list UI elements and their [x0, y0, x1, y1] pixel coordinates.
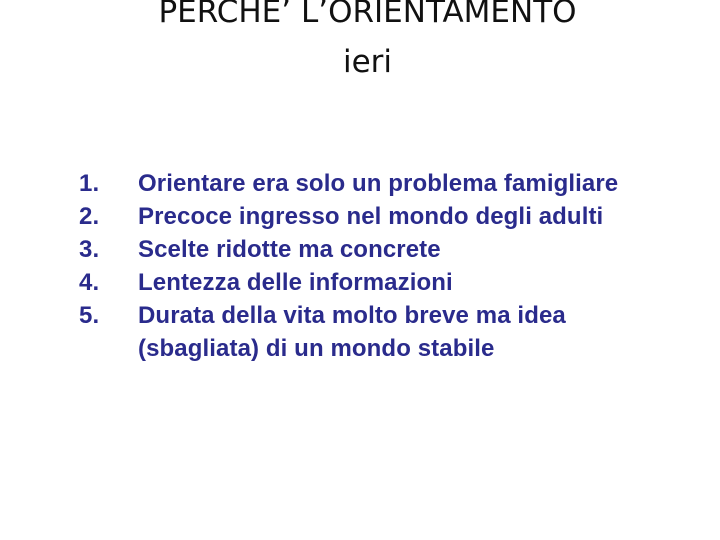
slide-title-line-1: PERCHE’ L’ORIENTAMENTO: [158, 0, 577, 30]
list-item-text: Precoce ingresso nel mondo degli adulti: [138, 203, 604, 230]
list-item-3: [79, 233, 679, 266]
list-item-text: Lentezza delle informazioni: [138, 269, 453, 296]
list-item-4: [79, 266, 679, 299]
list-item-number: 4.: [79, 269, 100, 296]
list-item-2: [79, 200, 679, 233]
list-item-number: 5.: [79, 302, 100, 329]
numbered-list: [79, 167, 679, 365]
list-item-number: 3.: [79, 236, 100, 263]
list-item-text: Durata della vita molto breve ma idea (sbagliata) di un mondo stabile: [138, 302, 566, 362]
list-item-1: [79, 167, 679, 200]
list-item-text: Orientare era solo un problema famigliare: [138, 170, 619, 197]
slide-title: [0, 0, 720, 87]
slide-title-line-2: ieri: [342, 44, 393, 80]
list-item-number: 1.: [79, 170, 100, 197]
list-item-5: [79, 299, 679, 365]
list-item-text: Scelte ridotte ma concrete: [138, 236, 441, 263]
list-item-number: 2.: [79, 203, 100, 230]
